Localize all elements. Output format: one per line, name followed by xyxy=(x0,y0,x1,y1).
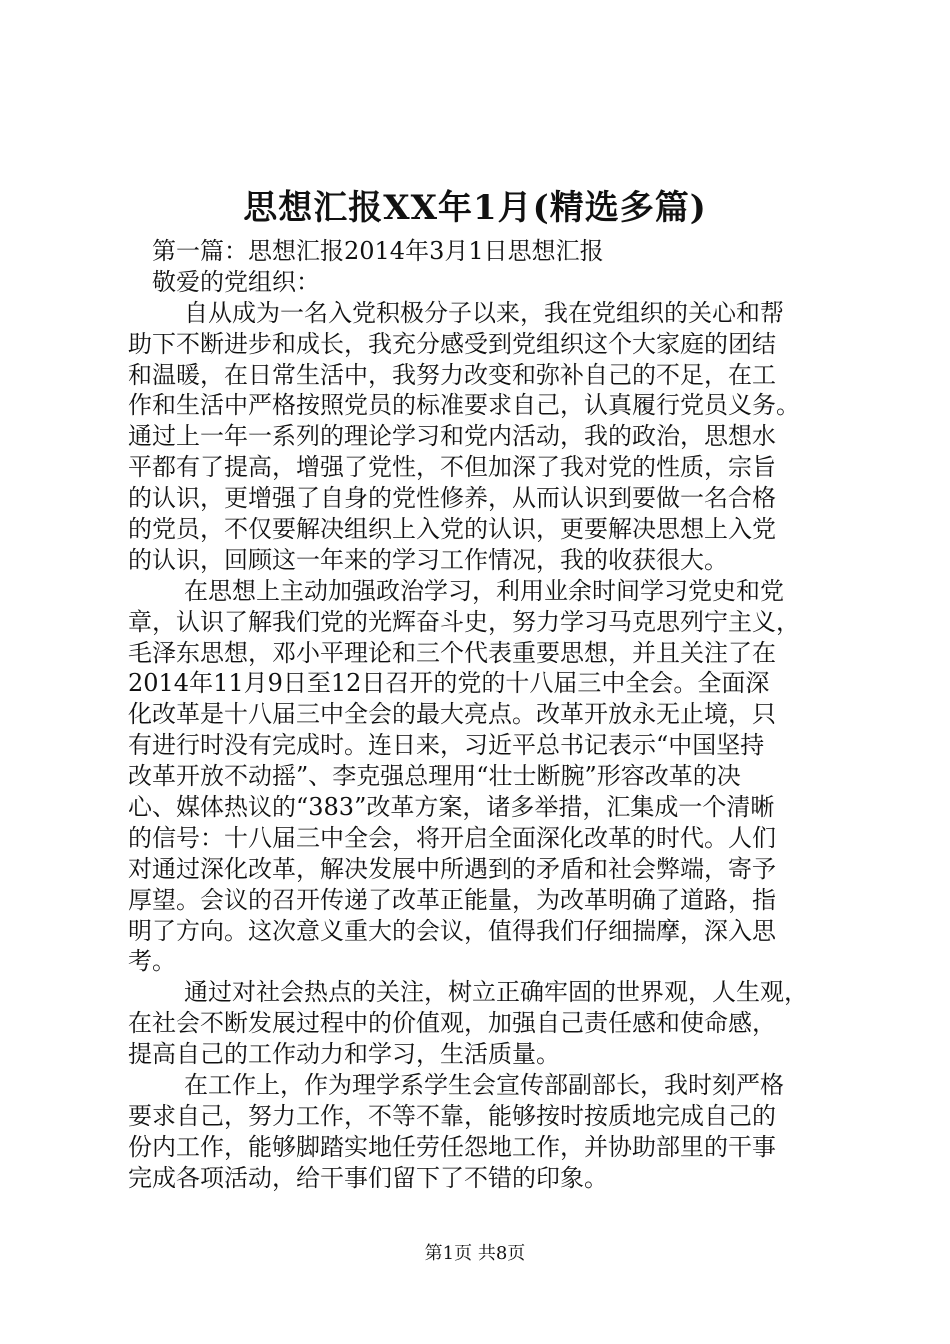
paragraph-line: 平都有了提高，增强了党性，不但加深了我对党的性质，宗旨 xyxy=(128,453,776,482)
paragraph-line: 的信号：十八届三中全会，将开启全面深化改革的时代。人们 xyxy=(128,823,776,852)
paragraph-line: 和温暖，在日常生活中，我努力改变和弥补自己的不足，在工 xyxy=(128,360,776,389)
paragraph-line: 完成各项活动，给干事们留下了不错的印象。 xyxy=(128,1163,608,1192)
paragraph-line: 助下不断进步和成长，我充分感受到党组织这个大家庭的团结 xyxy=(128,329,776,358)
paragraph-line: 有进行时没有完成时。连日来，习近平总书记表示“中国坚持 xyxy=(128,731,765,760)
paragraph-line: 对通过深化改革，解决发展中所遇到的矛盾和社会弊端，寄予 xyxy=(128,854,776,883)
paragraph-line: 改革开放不动摇”、李克强总理用“壮士断腕”形容改革的决 xyxy=(128,762,741,791)
paragraph-line: 的认识，更增强了自身的党性修养，从而认识到要做一名合格 xyxy=(128,484,776,513)
paragraph-line: 明了方向。这次意义重大的会议，值得我们仔细揣摩，深入思 xyxy=(128,916,776,945)
paragraph-line: 心、媒体热议的“383”改革方案，诸多举措，汇集成一个清晰 xyxy=(128,793,775,822)
paragraph-line: 在思想上主动加强政治学习，利用业余时间学习党史和党 xyxy=(184,576,784,605)
paragraph-line: 的党员，不仅要解决组织上入党的认识，更要解决思想上入党 xyxy=(128,515,776,544)
paragraph-line: 要求自己，努力工作，不等不靠，能够按时按质地完成自己的 xyxy=(128,1101,776,1130)
section-heading: 第一篇：思想汇报2014年3月1日思想汇报 xyxy=(152,237,604,265)
page-number-footer: 第1页 共8页 xyxy=(424,1243,526,1264)
paragraph-line: 的认识，回顾这一年来的学习工作情况，我的收获很大。 xyxy=(128,545,728,574)
paragraph-line: 毛泽东思想，邓小平理论和三个代表重要思想，并且关注了在 xyxy=(128,638,776,667)
paragraph-line: 化改革是十八届三中全会的最大亮点。改革开放永无止境，只 xyxy=(128,700,776,729)
paragraph-line: 通过上一年一系列的理论学习和党内活动，我的政治，思想水 xyxy=(128,422,776,451)
paragraph-line: 考。 xyxy=(128,947,176,976)
document-title: 思想汇报XX年1月(精选多篇) xyxy=(243,188,707,228)
paragraph-line: 在社会不断发展过程中的价值观，加强自己责任感和使命感， xyxy=(128,1009,776,1038)
paragraph-line: 自从成为一名入党积极分子以来，我在党组织的关心和帮 xyxy=(184,298,784,327)
paragraph-line: 章，认识了解我们党的光辉奋斗史，努力学习马克思列宁主义， xyxy=(128,607,800,636)
document-body xyxy=(128,236,828,1194)
paragraph-line: 在工作上，作为理学系学生会宣传部副部长，我时刻严格 xyxy=(184,1071,784,1100)
paragraph-line: 2014年11月9日至12日召开的党的十八届三中全会。全面深 xyxy=(128,669,770,698)
salutation: 敬爱的党组织： xyxy=(152,267,320,296)
paragraph-line: 作和生活中严格按照党员的标准要求自己，认真履行党员义务。 xyxy=(128,391,800,420)
paragraph-line: 提高自己的工作动力和学习，生活质量。 xyxy=(128,1040,560,1069)
paragraph-line: 通过对社会热点的关注，树立正确牢固的世界观，人生观， xyxy=(184,978,808,1007)
paragraph-line: 厚望。会议的召开传递了改革正能量，为改革明确了道路，指 xyxy=(128,885,776,914)
paragraph-line: 份内工作，能够脚踏实地任劳任怨地工作，并协助部里的干事 xyxy=(128,1132,776,1161)
